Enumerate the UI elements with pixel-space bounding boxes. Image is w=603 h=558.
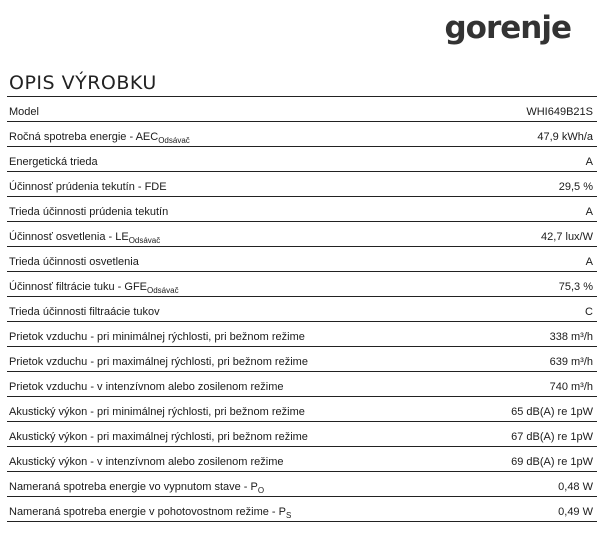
spec-value: 69 dB(A) re 1pW	[511, 456, 593, 468]
spec-row	[7, 297, 597, 322]
spec-value: 740 m³/h	[549, 381, 593, 393]
spec-row	[7, 97, 597, 122]
spec-label: Energetická trieda	[9, 156, 98, 168]
spec-label: Akustický výkon - pri maximálnej rýchlosti, pri bežnom režime	[9, 431, 308, 443]
spec-row	[7, 197, 597, 222]
spec-label: Akustický výkon - v intenzívnom alebo zosilenom režime	[9, 456, 284, 468]
spec-value: 0,48 W	[558, 481, 593, 493]
page-title: OPIS VÝROBKU	[9, 72, 157, 94]
spec-label: Trieda účinnosti filtraácie tukov	[9, 306, 160, 318]
spec-row	[7, 447, 597, 472]
spec-value: 639 m³/h	[549, 356, 593, 368]
spec-label: Trieda účinnosti prúdenia tekutín	[9, 206, 169, 218]
spec-table	[7, 97, 597, 522]
spec-value: 42,7 lux/W	[541, 231, 593, 243]
spec-value: 47,9 kWh/a	[537, 131, 593, 143]
spec-value: 67 dB(A) re 1pW	[511, 431, 593, 443]
spec-row	[7, 247, 597, 272]
spec-label: Prietok vzduchu - pri maximálnej rýchlosti, pri bežnom režime	[9, 356, 308, 368]
spec-value: 75,3 %	[558, 281, 593, 293]
spec-row	[7, 272, 597, 297]
spec-label: Prietok vzduchu - v intenzívnom alebo zosilenom režime	[9, 381, 284, 393]
spec-row	[7, 422, 597, 447]
spec-value: C	[585, 306, 593, 318]
spec-row	[7, 397, 597, 422]
spec-row	[7, 347, 597, 372]
spec-label: Prietok vzduchu - pri minimálnej rýchlosti, pri bežnom režime	[9, 331, 305, 343]
spec-row	[7, 497, 597, 522]
spec-value: 29,5 %	[558, 181, 593, 193]
spec-label: Účinnosť osvetlenia - $LE_{Odsávač}$	[9, 231, 161, 245]
spec-row	[7, 222, 597, 247]
spec-value: A	[585, 156, 593, 168]
spec-value: 0,49 W	[558, 506, 593, 518]
spec-label: Nameraná spotreba energie v pohotovostnom režime - $P_S$	[9, 506, 292, 520]
spec-row	[7, 472, 597, 497]
spec-row	[7, 172, 597, 197]
brand-logo: gorenje	[444, 10, 571, 46]
spec-row	[7, 322, 597, 347]
spec-label: Model	[9, 106, 39, 118]
spec-value: WHI649B21S	[526, 106, 593, 118]
spec-label: Účinnosť filtrácie tuku - $GFE_{Odsávač}$	[9, 281, 179, 295]
spec-label: Trieda účinnosti osvetlenia	[9, 256, 139, 268]
spec-value: 65 dB(A) re 1pW	[511, 406, 593, 418]
spec-value: 338 m³/h	[549, 331, 593, 343]
spec-value: A	[585, 256, 593, 268]
spec-label: Účinnosť prúdenia tekutín - FDE	[9, 181, 167, 193]
spec-label: Nameraná spotreba energie vo vypnutom stave - $P_O$	[9, 481, 265, 495]
spec-row	[7, 147, 597, 172]
spec-value: A	[585, 206, 593, 218]
spec-label: Ročná spotreba energie - $AEC_{Odsávač}$	[9, 131, 190, 145]
spec-row	[7, 372, 597, 397]
spec-label: Akustický výkon - pri minimálnej rýchlosti, pri bežnom režime	[9, 406, 305, 418]
spec-row	[7, 122, 597, 147]
